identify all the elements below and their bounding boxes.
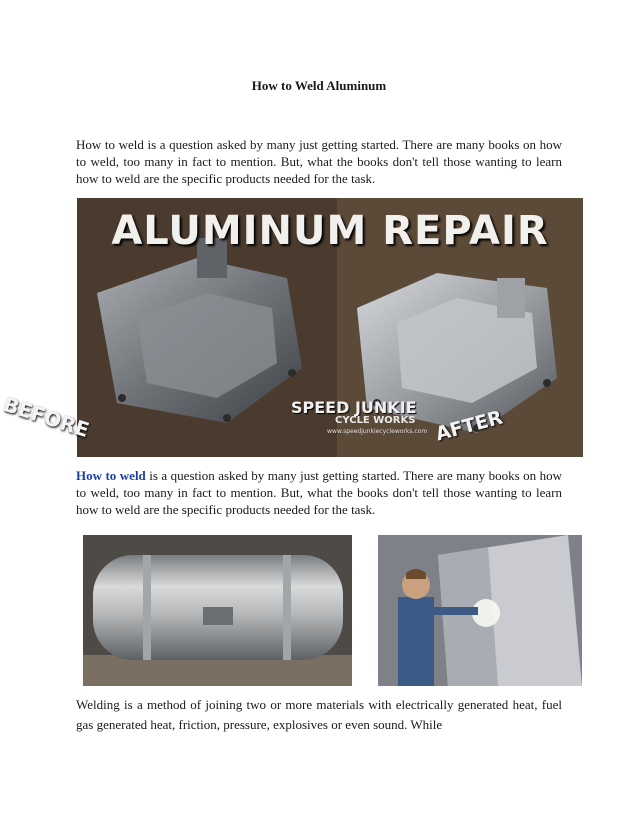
aluminum-tank-photo	[83, 535, 352, 686]
before-label: BEFORE	[0, 391, 93, 443]
after-label: AFTER	[433, 406, 505, 446]
how-to-weld-paragraph	[76, 467, 562, 518]
welder-at-work-photo	[378, 535, 582, 686]
paragraph2-text: is a question asked by many just getting started. There are many books on how to weld, too many in fact to mention. But, what the books don't tell those wanting to learn how to weld are the specific products needed for the task.	[76, 468, 562, 517]
logo-tagline: CYCLE WORKS	[335, 415, 416, 426]
tank-illustration	[83, 535, 352, 686]
logo-name: SPEED JUNKIE	[291, 398, 417, 417]
logo-url: www.speedjunkiecycleworks.com	[327, 428, 428, 435]
welder-illustration	[378, 535, 582, 686]
welding-definition-paragraph: Welding is a method of joining two or more materials with electrically generated heat, fuel gas generated heat, friction, pressure, explosives or even sound. While	[76, 697, 562, 732]
intro-paragraph: How to weld is a question asked by many just getting started. There are many books on how to weld, too many in fact to mention. But, what the books don't tell those wanting to learn how to weld are the specific products needed for the task.	[76, 137, 562, 186]
how-to-weld-link[interactable]: How to weld	[76, 468, 146, 483]
hero-headline: ALUMINUM REPAIR	[111, 208, 549, 254]
aluminum-repair-image	[77, 198, 583, 457]
document-title: How to Weld Aluminum	[251, 78, 387, 93]
